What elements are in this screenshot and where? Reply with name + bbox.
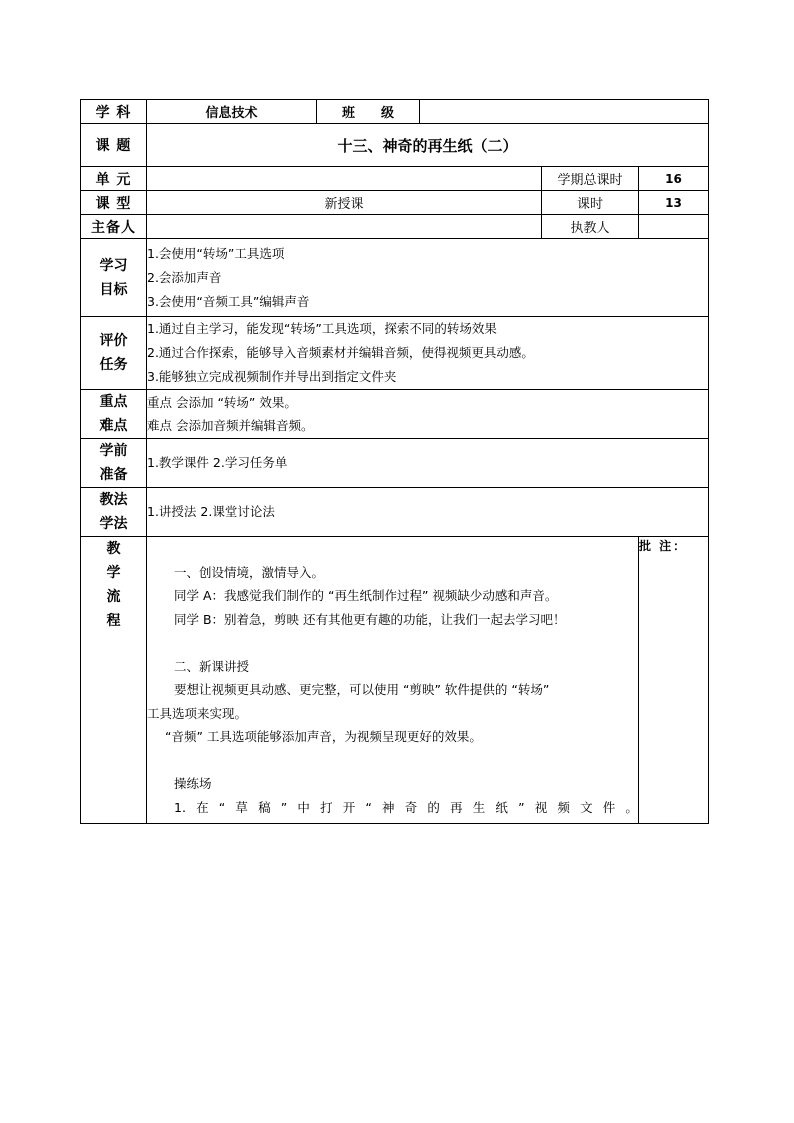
preparer-label: 主备人	[81, 215, 147, 239]
lesson-plan-table	[80, 99, 709, 824]
class-value	[420, 100, 709, 124]
total-hours-value: 16	[639, 167, 709, 191]
subject-value: 信息技术	[147, 100, 317, 124]
keypoint-item: 难点 会添加音频并编辑音频。	[147, 418, 314, 433]
evaluation-list	[147, 317, 709, 390]
topic-row	[81, 124, 709, 167]
goals-label: 学习 目标	[81, 239, 147, 317]
hour-value: 13	[639, 191, 709, 215]
section1-title: 一、创设情境，激情导入。	[174, 564, 325, 580]
unit-row	[81, 167, 709, 191]
practice-title: 操练场	[174, 776, 212, 791]
preparer-value	[147, 215, 542, 239]
methods-row	[81, 488, 709, 537]
methods-value: 1.讲授法 2.课堂讨论法	[147, 488, 709, 537]
type-value: 新授课	[147, 191, 542, 215]
teacher-label: 执教人	[542, 215, 639, 239]
total-hours-label: 学期总课时	[542, 167, 639, 191]
evaluation-item: 2.通过合作探索，能够导入音频素材并编辑音频，使得视频更具动感。	[147, 345, 534, 360]
class-label: 班 级	[317, 100, 420, 124]
goal-item: 1.会使用“转场”工具选项	[147, 245, 285, 261]
goals-list	[147, 239, 709, 317]
para2: “音频” 工具选项能够添加声音，为视频呈现更好的效果。	[165, 729, 482, 744]
dialog-a: 同学 A：我感觉我们制作的 “再生纸制作过程” 视频缺少动感和声音。	[174, 588, 558, 603]
keypoints-label: 重点 难点	[81, 390, 147, 439]
keypoints-row	[81, 390, 709, 439]
evaluation-label: 评价 任务	[81, 317, 147, 390]
para1-line2: 工具选项来实现。	[147, 705, 248, 721]
process-row	[81, 537, 709, 824]
goals-row	[81, 239, 709, 317]
type-row	[81, 191, 709, 215]
methods-label: 教法 学法	[81, 488, 147, 537]
keypoint-item: 重点 会添加 “转场” 效果。	[147, 395, 297, 410]
topic-title: 十三、神奇的再生纸（二）	[147, 124, 709, 167]
unit-value	[147, 167, 542, 191]
keypoints-list	[147, 390, 709, 439]
preparer-row	[81, 215, 709, 239]
note-label: 批 注：	[639, 537, 709, 824]
step1: 1. 在 “ 草 稿 ” 中 打 开 “ 神 奇 的 再 生 纸 ” 视 频 文 件 。	[174, 799, 638, 815]
evaluation-item: 3.能够独立完成视频制作并导出到指定文件夹	[147, 369, 397, 384]
preparation-value: 1.教学课件 2.学习任务单	[147, 439, 709, 488]
para1-line1: 要想让视频更具动感、更完整，可以使用 “剪映” 软件提供的 “转场”	[174, 682, 550, 697]
teacher-value	[639, 215, 709, 239]
evaluation-row	[81, 317, 709, 390]
section2-title: 二、新课讲授	[174, 658, 250, 674]
type-label: 课 型	[81, 191, 147, 215]
topic-label: 课 题	[81, 124, 147, 167]
process-label: 教 学 流 程	[81, 537, 147, 824]
preparation-row	[81, 439, 709, 488]
process-content	[147, 537, 639, 824]
goal-item: 2.会添加声音	[147, 269, 222, 285]
subject-row	[81, 100, 709, 124]
goal-item: 3.会使用“音频工具”编辑声音	[147, 293, 310, 309]
unit-label: 单 元	[81, 167, 147, 191]
hour-label: 课时	[542, 191, 639, 215]
subject-label: 学 科	[81, 100, 147, 124]
preparation-label: 学前 准备	[81, 439, 147, 488]
evaluation-item: 1.通过自主学习，能发现“转场”工具选项，探索不同的转场效果	[147, 321, 497, 336]
dialog-b: 同学 B：别着急，剪映 还有其他更有趣的功能，让我们一起去学习吧！	[174, 611, 566, 627]
